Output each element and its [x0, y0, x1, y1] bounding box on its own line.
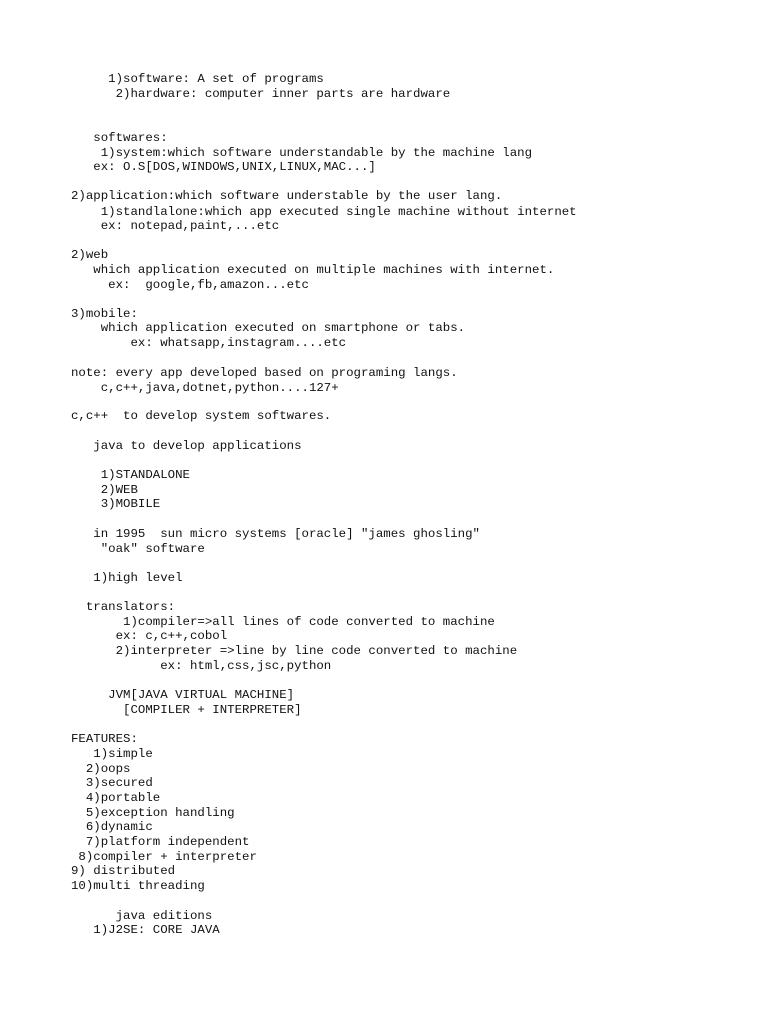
- text-line: 1)system:which software understandable by the machine lang: [71, 146, 533, 160]
- text-line: ex: google,fb,amazon...etc: [71, 278, 309, 292]
- text-line: 1)simple: [71, 747, 153, 761]
- text-line: 2)oops: [71, 762, 131, 776]
- text-line: softwares:: [71, 131, 168, 145]
- text-line: 1)STANDALONE: [71, 468, 190, 482]
- text-line: c,c++,java,dotnet,python....127+: [71, 381, 339, 395]
- text-line: which application executed on multiple machines with internet.: [71, 263, 555, 277]
- text-line: FEATURES:: [71, 732, 138, 746]
- text-line: 3)MOBILE: [71, 497, 161, 511]
- text-line: java to develop applications: [71, 439, 302, 453]
- text-line: 5)exception handling: [71, 806, 235, 820]
- text-line: ex: whatsapp,instagram....etc: [71, 336, 347, 350]
- text-line: ex: c,c++,cobol: [71, 629, 228, 643]
- text-line: ex: O.S[DOS,WINDOWS,UNIX,LINUX,MAC...]: [71, 160, 376, 174]
- text-line: java editions: [71, 909, 213, 923]
- text-line: ex: html,css,jsc,python: [71, 659, 332, 673]
- text-line: 2)WEB: [71, 483, 138, 497]
- text-line: in 1995 sun micro systems [oracle] "james ghosling": [71, 527, 480, 541]
- text-line: ex: notepad,paint,...etc: [71, 219, 280, 233]
- text-line: 2)application:which software understable by the user lang.: [71, 189, 503, 203]
- text-line: c,c++ to develop system softwares.: [71, 409, 332, 423]
- text-line: translators:: [71, 600, 176, 614]
- text-line: 1)software: A set of programs: [71, 72, 324, 86]
- text-line: 10)multi threading: [71, 879, 205, 893]
- text-line: 2)interpreter =>line by line code converted to machine: [71, 644, 518, 658]
- text-line: "oak" software: [71, 542, 205, 556]
- text-line: 2)web: [71, 248, 109, 262]
- text-line: which application executed on smartphone or tabs.: [71, 321, 466, 335]
- text-line: 4)portable: [71, 791, 161, 805]
- text-line: note: every app developed based on programing langs.: [71, 366, 458, 380]
- text-line: 1)high level: [71, 571, 183, 585]
- text-line: 6)dynamic: [71, 820, 153, 834]
- text-line: 1)J2SE: CORE JAVA: [71, 923, 220, 937]
- text-line: 1)standlalone:which app executed single machine without internet: [71, 205, 577, 219]
- text-line: [COMPILER + INTERPRETER]: [71, 703, 302, 717]
- text-line: 3)mobile:: [71, 307, 138, 321]
- text-line: 9) distributed: [71, 864, 176, 878]
- text-line: 8)compiler + interpreter: [71, 850, 257, 864]
- text-line: 1)compiler=>all lines of code converted to machine: [71, 615, 495, 629]
- text-line: 7)platform independent: [71, 835, 250, 849]
- text-line: 2)hardware: computer inner parts are hardware: [71, 87, 451, 101]
- text-line: JVM[JAVA VIRTUAL MACHINE]: [71, 688, 295, 702]
- text-line: 3)secured: [71, 776, 153, 790]
